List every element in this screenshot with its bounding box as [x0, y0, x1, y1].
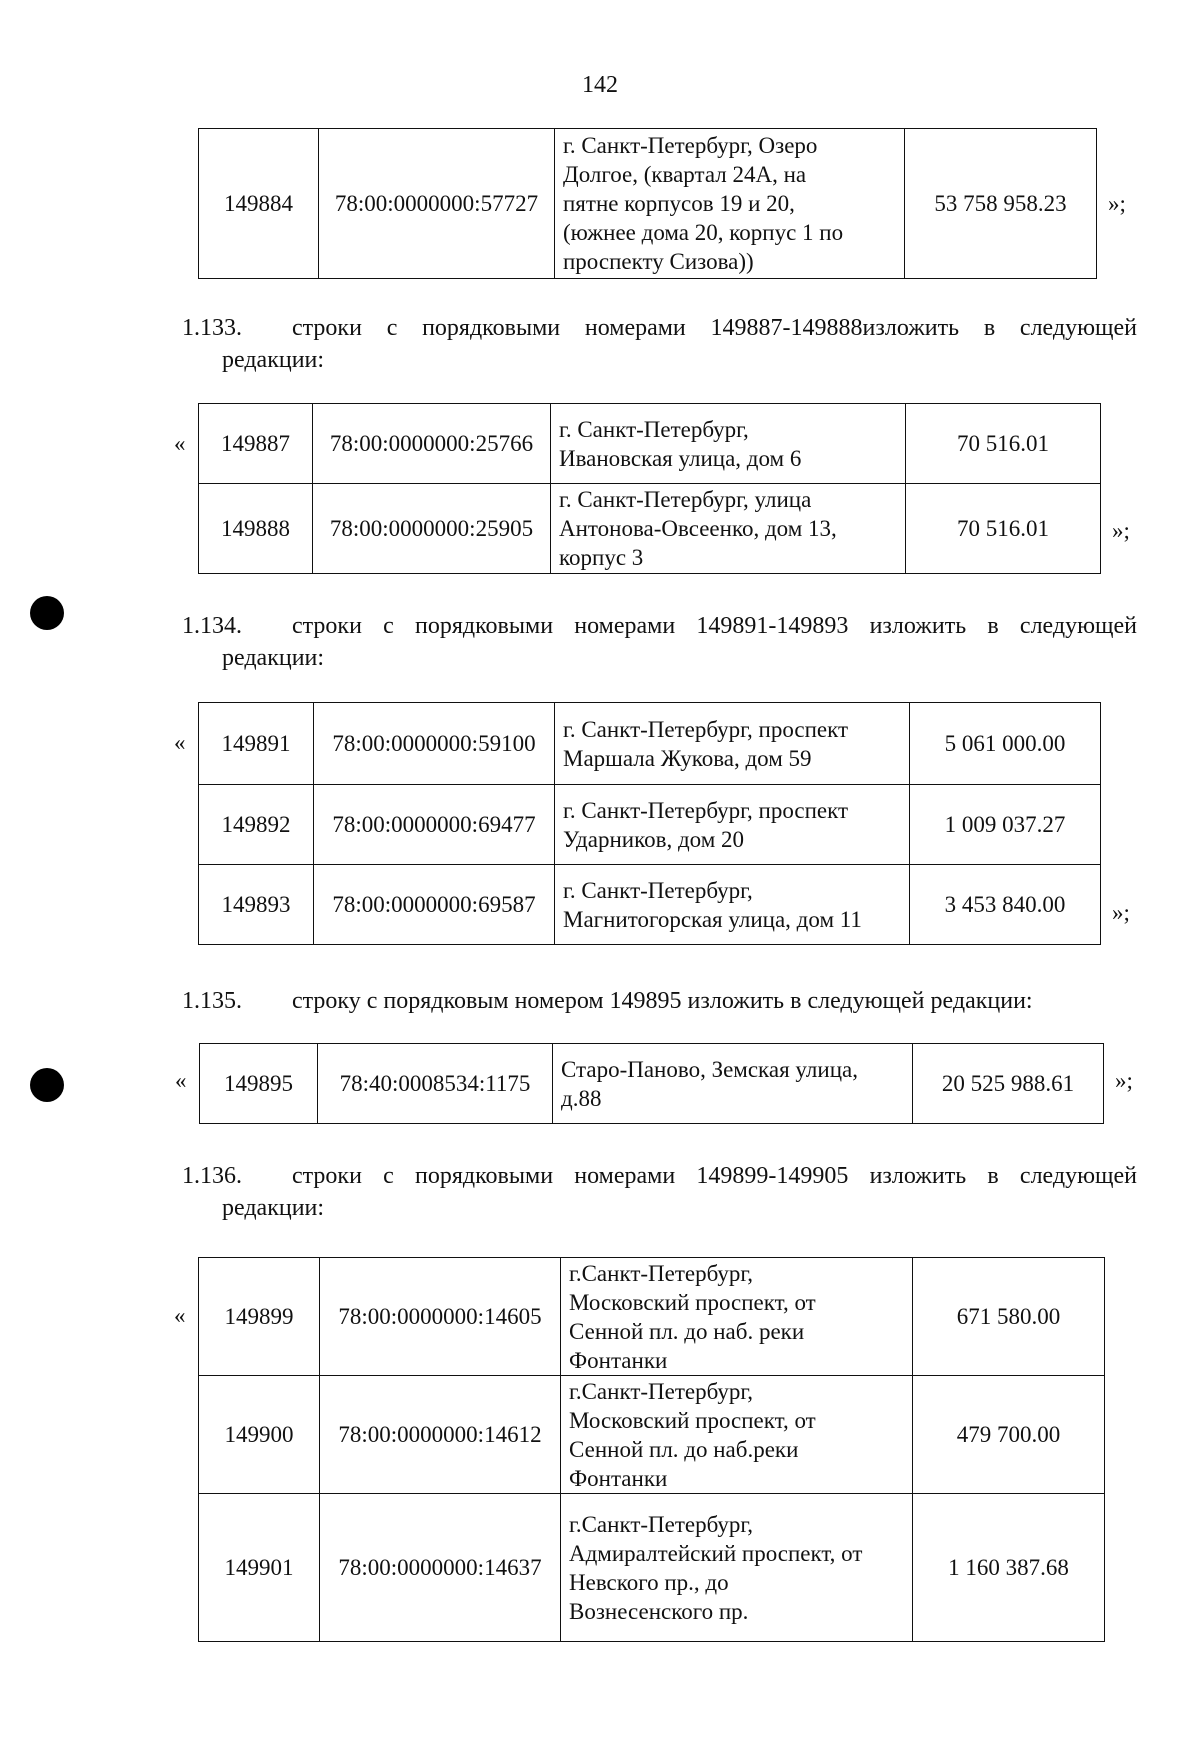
cadastral-number: 78:00:0000000:25905 [313, 484, 551, 574]
paragraph-1-135 [182, 986, 1137, 1018]
row-id: 149888 [199, 484, 313, 574]
paragraph-1-134 [182, 611, 1137, 675]
paragraph-text: строки с порядковыми номерами 149887-149888изложить в следующей [292, 315, 1137, 341]
paragraph-1-133 [182, 313, 1137, 377]
paragraph-number: 1.135. [182, 988, 242, 1014]
table-134-block [174, 702, 1130, 945]
cadastral-value: 53 758 958.23 [905, 129, 1097, 279]
paragraph-text-cont: редакции: [222, 645, 325, 671]
row-id: 149892 [199, 785, 314, 865]
table-row [199, 1258, 1105, 1376]
table-134 [198, 702, 1101, 945]
open-quote: « [174, 1303, 186, 1328]
table-row [200, 1044, 1104, 1124]
table-row [199, 404, 1101, 484]
table-136-block [174, 1257, 1105, 1642]
cadastral-number: 78:00:0000000:59100 [314, 703, 555, 785]
close-quote: »; [1115, 1068, 1133, 1093]
paragraph-number: 1.133. [182, 315, 242, 341]
address: Старо-Паново, Земская улица, д.88 [553, 1044, 913, 1124]
row-id: 149884 [199, 129, 319, 279]
paragraph-number: 1.134. [182, 613, 242, 639]
cadastral-value: 1 160 387.68 [913, 1494, 1105, 1642]
open-quote: « [174, 730, 186, 755]
cadastral-number: 78:00:0000000:69587 [314, 865, 555, 945]
cadastral-number: 78:00:0000000:14605 [320, 1258, 561, 1376]
paragraph-number: 1.136. [182, 1163, 242, 1189]
cadastral-number: 78:00:0000000:25766 [313, 404, 551, 484]
address: г. Санкт-Петербург, Ивановская улица, дом 6 [551, 404, 906, 484]
table-row [199, 865, 1101, 945]
address: г. Санкт-Петербург, проспект Ударников, дом 20 [555, 785, 910, 865]
table-row [199, 484, 1101, 574]
open-quote: « [174, 431, 186, 456]
address: г. Санкт-Петербург, проспект Маршала Жукова, дом 59 [555, 703, 910, 785]
row-id: 149891 [199, 703, 314, 785]
paragraph-text: строки с порядковыми номерами 149899-149905 изложить в следующей [292, 1163, 1137, 1189]
table-row [199, 129, 1097, 279]
address: г. Санкт-Петербург, Озеро Долгое, (квартал 24А, на пятне корпусов 19 и 20, (южнее дома 20, корпус 1 по проспекту Сизова)) [555, 129, 905, 279]
cadastral-value: 479 700.00 [913, 1376, 1105, 1494]
cadastral-value: 3 453 840.00 [910, 865, 1101, 945]
paragraph-text-cont: редакции: [222, 1195, 325, 1221]
table-135-block [175, 1043, 1133, 1124]
table-133 [198, 403, 1101, 574]
address: г. Санкт-Петербург, Магнитогорская улица, дом 11 [555, 865, 910, 945]
cadastral-number: 78:00:0000000:14637 [320, 1494, 561, 1642]
table-row [199, 1376, 1105, 1494]
row-id: 149895 [200, 1044, 318, 1124]
table-row [199, 785, 1101, 865]
cadastral-number: 78:40:0008534:1175 [318, 1044, 553, 1124]
row-id: 149887 [199, 404, 313, 484]
row-id: 149899 [199, 1258, 320, 1376]
close-quote: »; [1112, 518, 1130, 543]
address: г. Санкт-Петербург, улица Антонова-Овсеенко, дом 13, корпус 3 [551, 484, 906, 574]
cadastral-number: 78:00:0000000:69477 [314, 785, 555, 865]
table-top-block [198, 128, 1126, 279]
close-quote: »; [1108, 191, 1126, 216]
paragraph-text-cont: редакции: [222, 347, 325, 373]
punch-hole-icon [30, 596, 64, 630]
row-id: 149893 [199, 865, 314, 945]
open-quote: « [175, 1068, 187, 1093]
row-id: 149901 [199, 1494, 320, 1642]
cadastral-number: 78:00:0000000:14612 [320, 1376, 561, 1494]
address: г.Санкт-Петербург, Московский проспект, от Сенной пл. до наб.реки Фонтанки [561, 1376, 913, 1494]
cadastral-value: 70 516.01 [906, 484, 1101, 574]
table-row [199, 1494, 1105, 1642]
paragraph-1-136 [182, 1161, 1137, 1225]
punch-hole-icon [30, 1068, 64, 1102]
address: г.Санкт-Петербург, Московский проспект, от Сенной пл. до наб. реки Фонтанки [561, 1258, 913, 1376]
table-row [199, 703, 1101, 785]
table-135 [199, 1043, 1104, 1124]
table-top [198, 128, 1097, 279]
paragraph-text: строку с порядковым номером 149895 изложить в следующей редакции: [292, 988, 1033, 1014]
row-id: 149900 [199, 1376, 320, 1494]
page-number: 142 [582, 72, 618, 98]
cadastral-value: 5 061 000.00 [910, 703, 1101, 785]
table-136 [198, 1257, 1105, 1642]
cadastral-value: 20 525 988.61 [913, 1044, 1104, 1124]
table-133-block [174, 403, 1130, 574]
cadastral-number: 78:00:0000000:57727 [319, 129, 555, 279]
paragraph-text: строки с порядковыми номерами 149891-149893 изложить в следующей [292, 613, 1137, 639]
close-quote: »; [1112, 900, 1130, 925]
cadastral-value: 70 516.01 [906, 404, 1101, 484]
cadastral-value: 671 580.00 [913, 1258, 1105, 1376]
cadastral-value: 1 009 037.27 [910, 785, 1101, 865]
address: г.Санкт-Петербург, Адмиралтейский проспект, от Невского пр., до Вознесенского пр. [561, 1494, 913, 1642]
